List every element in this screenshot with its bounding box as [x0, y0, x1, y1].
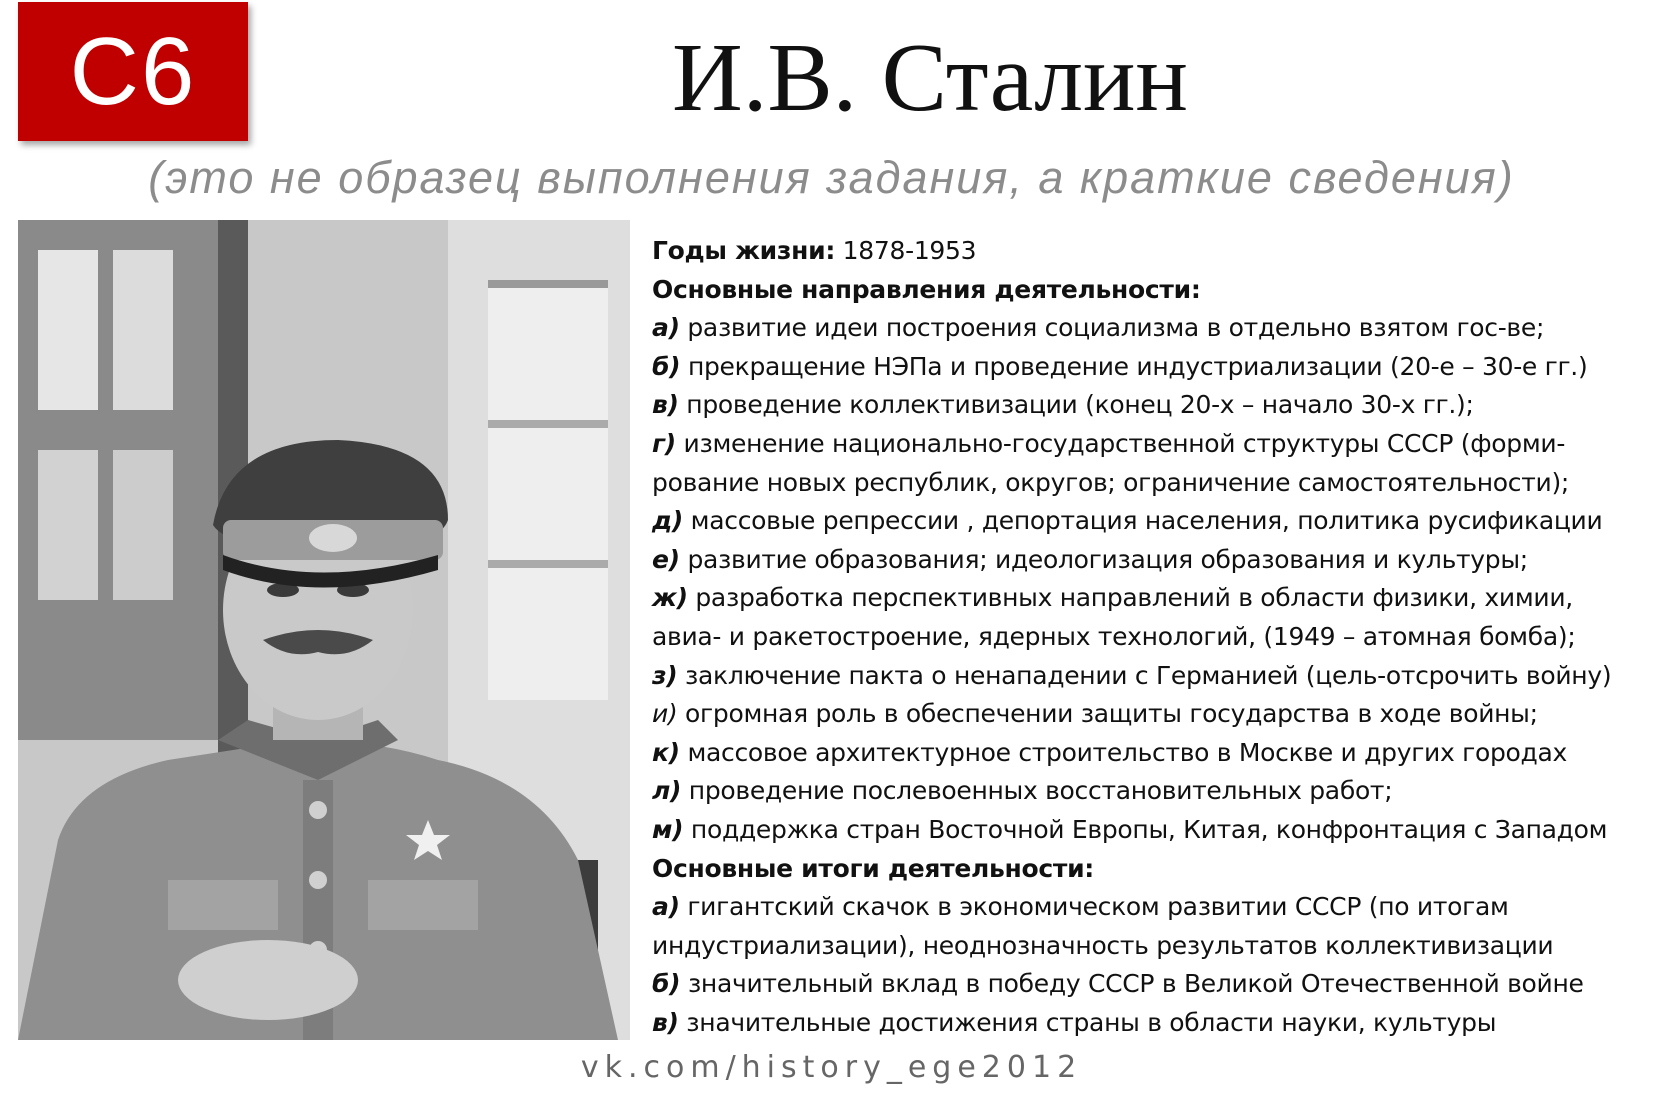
- directions-heading: Основные направления деятельности:: [652, 274, 1201, 304]
- results-heading: Основные итоги деятельности:: [652, 853, 1094, 883]
- item-text: проведение коллективизации (конец 20-х – начало 30-х гг.);: [678, 390, 1474, 420]
- life-years-label: Годы жизни:: [652, 236, 836, 265]
- badge-label: С6: [69, 17, 197, 125]
- item-text: проведение послевоенных восстановительных работ;: [681, 776, 1393, 806]
- direction-item: [652, 579, 1657, 618]
- item-text: заключение пакта о ненападении с Германией (цель-отсрочить войну): [677, 660, 1612, 690]
- direction-item: [652, 309, 1657, 348]
- item-text: развитие образования; идеологизация образования и культуры;: [679, 544, 1528, 574]
- item-marker: з): [652, 660, 678, 690]
- item-marker: к): [652, 737, 680, 767]
- direction-item: [652, 811, 1657, 850]
- direction-item-continuation: авиа- и ракетостроение, ядерных технологий, (1949 – атомная бомба);: [652, 621, 1576, 651]
- item-marker: м): [652, 814, 684, 844]
- item-marker: г): [652, 428, 676, 458]
- info-text: [652, 232, 1657, 1042]
- item-text: массовые репрессии , депортация населения, политика русификации: [683, 506, 1603, 536]
- direction-item: [652, 386, 1657, 425]
- item-marker: и): [652, 699, 678, 729]
- item-text: огромная роль в обеспечении защиты государства в ходе войны;: [677, 699, 1538, 729]
- item-marker: а): [652, 892, 680, 922]
- direction-item: [652, 425, 1657, 464]
- portrait-photo: [18, 220, 630, 1040]
- item-marker: б): [652, 351, 681, 381]
- item-text: поддержка стран Восточной Европы, Китая, конфронтация с Западом: [683, 814, 1608, 844]
- item-marker: ж): [652, 583, 688, 613]
- item-text: значительные достижения страны в области науки, культуры: [678, 1007, 1497, 1037]
- item-marker: б): [652, 969, 681, 999]
- direction-item-continuation: рование новых республик, округов; ограничение самостоятельности);: [652, 467, 1570, 497]
- life-years-line: [652, 232, 1657, 271]
- result-item-continuation: индустриализации), неоднозначность результатов коллективизации: [652, 930, 1554, 960]
- item-text: развитие идеи построения социализма в отдельно взятом гос-ве;: [679, 313, 1545, 343]
- item-marker: д): [652, 506, 684, 536]
- direction-item: [652, 348, 1657, 387]
- item-text: массовое архитектурное строительство в Москве и других городах: [679, 737, 1568, 767]
- item-text: значительный вклад в победу СССР в Великой Отечественной войне: [680, 969, 1584, 999]
- item-text: изменение национально-государственной структуры СССР (форми-: [675, 428, 1566, 458]
- item-marker: а): [652, 313, 680, 343]
- section-badge: [18, 2, 248, 141]
- result-item: [652, 965, 1657, 1004]
- page-subtitle: (это не образец выполнения задания, а краткие сведения): [148, 152, 1515, 203]
- direction-item: [652, 734, 1657, 773]
- direction-item: [652, 541, 1657, 580]
- life-years-value: 1878-1953: [835, 236, 977, 265]
- item-text: прекращение НЭПа и проведение индустриализации (20-е – 30-е гг.): [680, 351, 1588, 381]
- source-link[interactable]: vk.com/history_ege2012: [580, 1050, 1083, 1085]
- direction-item: [652, 502, 1657, 541]
- result-item: [652, 1004, 1657, 1043]
- item-text: разработка перспективных направлений в области физики, химии,: [687, 583, 1573, 613]
- direction-item: [652, 772, 1657, 811]
- page-title: И.В. Сталин: [672, 24, 1188, 132]
- result-item: [652, 888, 1657, 927]
- item-marker: в): [652, 390, 679, 420]
- item-marker: е): [652, 544, 680, 574]
- direction-item: [652, 695, 1657, 734]
- item-marker: л): [652, 776, 682, 806]
- item-text: гигантский скачок в экономическом развитии СССР (по итогам: [679, 892, 1509, 922]
- direction-item: [652, 657, 1657, 696]
- item-marker: в): [652, 1007, 679, 1037]
